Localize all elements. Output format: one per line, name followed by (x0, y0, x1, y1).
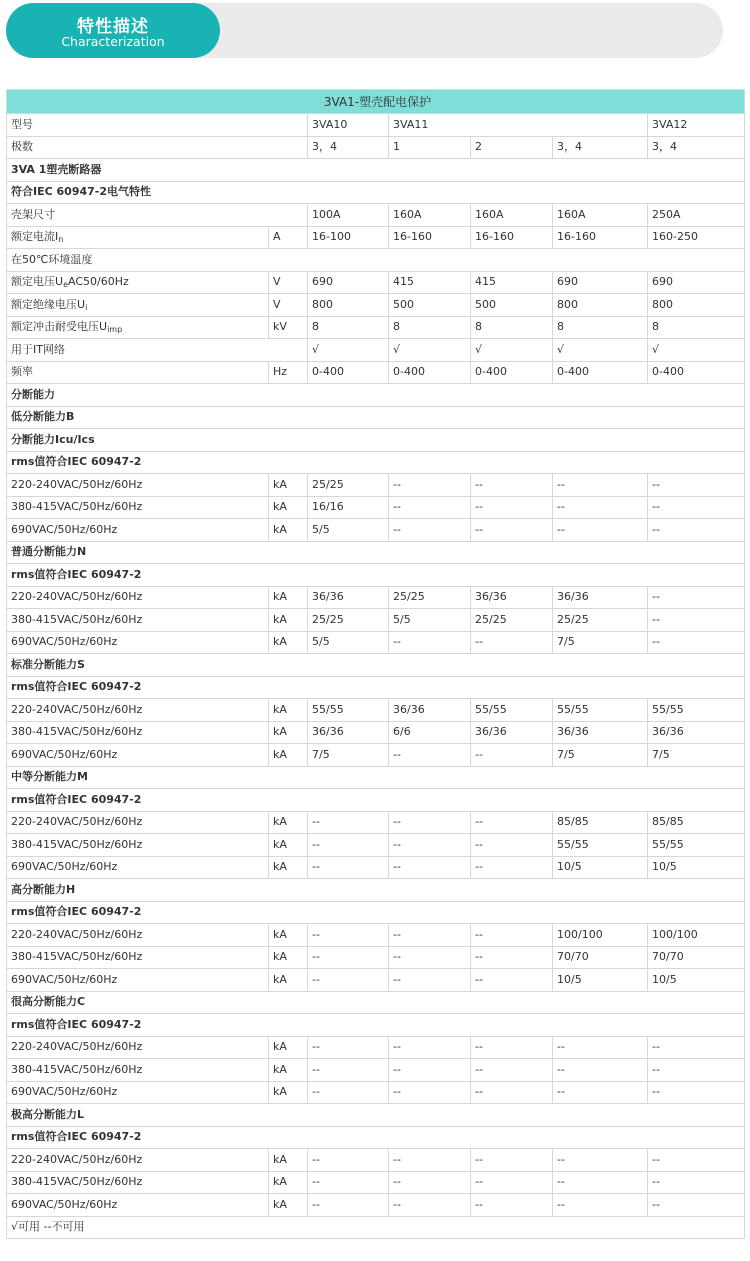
model-3va12: 3VA12 (648, 114, 745, 137)
row-label: 220-240VAC/50Hz/60Hz (7, 924, 269, 947)
unit-cell: kA (269, 1194, 308, 1217)
unit-cell: kA (269, 856, 308, 879)
section-heading: 很高分断能力C (7, 991, 745, 1014)
section-row (7, 159, 745, 182)
table-cell: -- (308, 834, 389, 857)
table-row (7, 631, 745, 654)
unit-cell: kA (269, 834, 308, 857)
table-cell: -- (308, 1149, 389, 1172)
table-cell: 2 (471, 136, 553, 159)
table-cell: -- (308, 969, 389, 992)
table-cell: 6/6 (389, 721, 471, 744)
table-cell: 3，4 (648, 136, 745, 159)
table-cell: 70/70 (553, 946, 648, 969)
table-cell: 5/5 (308, 631, 389, 654)
table-row-rated-current (7, 226, 745, 249)
table-row (7, 744, 745, 767)
table-cell: 8 (648, 316, 745, 339)
model-3va11: 3VA11 (389, 114, 648, 137)
unit-cell: V (269, 271, 308, 294)
unit-cell: kA (269, 744, 308, 767)
row-label: 380-415VAC/50Hz/60Hz (7, 1059, 269, 1082)
table-row (7, 969, 745, 992)
table-cell: -- (553, 1171, 648, 1194)
unit-cell: V (269, 294, 308, 317)
table-cell: 0-400 (308, 361, 389, 384)
table-cell: -- (471, 1194, 553, 1217)
row-label: 380-415VAC/50Hz/60Hz (7, 496, 269, 519)
unit-cell: kA (269, 1081, 308, 1104)
row-label: 220-240VAC/50Hz/60Hz (7, 1036, 269, 1059)
table-cell: 160-250 (648, 226, 745, 249)
table-cell: -- (648, 631, 745, 654)
table-cell: 1 (389, 136, 471, 159)
row-label: 220-240VAC/50Hz/60Hz (7, 474, 269, 497)
section-heading: 符合IEC 60947-2电气特性 (7, 181, 745, 204)
label-text: 额定电流I (11, 230, 59, 244)
table-cell: 36/36 (553, 586, 648, 609)
table-cell: 36/36 (308, 586, 389, 609)
unit-cell: kA (269, 1036, 308, 1059)
unit-cell: kA (269, 609, 308, 632)
row-label: 690VAC/50Hz/60Hz (7, 856, 269, 879)
table-cell: -- (648, 1081, 745, 1104)
unit-cell: kA (269, 519, 308, 542)
table-cell: -- (471, 496, 553, 519)
table-cell: -- (553, 1059, 648, 1082)
table-row-poles (7, 136, 745, 159)
table-cell: -- (389, 1036, 471, 1059)
table-cell: 0-400 (471, 361, 553, 384)
section-row (7, 564, 745, 587)
table-cell: 36/36 (308, 721, 389, 744)
table-cell: -- (471, 1036, 553, 1059)
table-cell: 3，4 (308, 136, 389, 159)
row-label: 用于IT网络 (7, 339, 308, 362)
table-cell: 800 (308, 294, 389, 317)
label-subscript: e (63, 280, 68, 290)
table-cell: 55/55 (553, 834, 648, 857)
row-label: 220-240VAC/50Hz/60Hz (7, 586, 269, 609)
table-cell: 160A (389, 204, 471, 227)
table-title: 3VA1-塑壳配电保护 (7, 90, 745, 114)
table-cell: -- (648, 519, 745, 542)
section-subheading: rms值符合IEC 60947-2 (7, 564, 745, 587)
table-cell: 36/36 (389, 699, 471, 722)
table-row-model (7, 114, 745, 137)
table-row (7, 721, 745, 744)
table-cell: -- (308, 1171, 389, 1194)
table-row-frequency (7, 361, 745, 384)
table-cell: -- (471, 1081, 553, 1104)
table-cell: 55/55 (308, 699, 389, 722)
table-cell: -- (471, 631, 553, 654)
section-row (7, 879, 745, 902)
table-cell: 85/85 (648, 811, 745, 834)
table-cell: 800 (553, 294, 648, 317)
row-label: 220-240VAC/50Hz/60Hz (7, 1149, 269, 1172)
table-cell: -- (308, 1036, 389, 1059)
table-cell: -- (471, 1149, 553, 1172)
row-label: 380-415VAC/50Hz/60Hz (7, 1171, 269, 1194)
section-subheading: rms值符合IEC 60947-2 (7, 789, 745, 812)
row-label: 频率 (7, 361, 269, 384)
table-cell: -- (471, 744, 553, 767)
table-cell: -- (389, 946, 471, 969)
table-cell: -- (471, 969, 553, 992)
table-cell: -- (471, 946, 553, 969)
table-title-row (7, 90, 745, 114)
row-label: 690VAC/50Hz/60Hz (7, 519, 269, 542)
section-heading: 普通分断能力N (7, 541, 745, 564)
section-row (7, 541, 745, 564)
table-cell: 55/55 (471, 699, 553, 722)
label-subscript: n (58, 235, 64, 245)
label-text: 额定电压U (11, 275, 64, 289)
spec-table (6, 89, 745, 1239)
table-cell: -- (471, 1059, 553, 1082)
label-text: AC50/60Hz (67, 275, 129, 289)
header-title-cn: 特性描述 (77, 17, 149, 37)
table-cell: 36/36 (648, 721, 745, 744)
unit-cell: kA (269, 496, 308, 519)
table-cell: 36/36 (553, 721, 648, 744)
row-label: 380-415VAC/50Hz/60Hz (7, 946, 269, 969)
header-title-en: Characterization (61, 34, 165, 49)
table-cell: 25/25 (308, 609, 389, 632)
table-cell: -- (389, 519, 471, 542)
section-row (7, 1104, 745, 1127)
footnote-row (7, 1216, 745, 1239)
table-cell: -- (471, 856, 553, 879)
table-row (7, 1081, 745, 1104)
table-cell: 8 (471, 316, 553, 339)
table-cell: -- (308, 1081, 389, 1104)
table-cell: 100A (308, 204, 389, 227)
table-cell: 70/70 (648, 946, 745, 969)
table-cell: 10/5 (553, 856, 648, 879)
table-cell: 690 (553, 271, 648, 294)
section-heading: 分断能力Icu/Ics (7, 429, 745, 452)
check-icon: √ (648, 339, 745, 362)
table-cell: 16-100 (308, 226, 389, 249)
table-cell: -- (389, 856, 471, 879)
section-row (7, 654, 745, 677)
table-cell: 55/55 (648, 699, 745, 722)
table-row (7, 811, 745, 834)
section-heading: 分断能力 (7, 384, 745, 407)
section-row (7, 1014, 745, 1037)
label-subscript: imp (107, 325, 123, 335)
footnote: √可用 --不可用 (7, 1216, 745, 1239)
section-row (7, 676, 745, 699)
table-cell: 10/5 (648, 856, 745, 879)
table-cell: 250A (648, 204, 745, 227)
table-cell: 55/55 (648, 834, 745, 857)
table-cell: 3，4 (553, 136, 648, 159)
row-label: 690VAC/50Hz/60Hz (7, 1081, 269, 1104)
table-cell: 16-160 (471, 226, 553, 249)
section-row (7, 451, 745, 474)
row-label: 型号 (7, 114, 308, 137)
section-subheading: rms值符合IEC 60947-2 (7, 1014, 745, 1037)
table-cell: -- (389, 744, 471, 767)
table-cell: 10/5 (648, 969, 745, 992)
row-label: 220-240VAC/50Hz/60Hz (7, 699, 269, 722)
table-cell: 160A (553, 204, 648, 227)
section-row (7, 901, 745, 924)
table-cell: -- (553, 1081, 648, 1104)
table-cell: -- (389, 496, 471, 519)
row-label: 690VAC/50Hz/60Hz (7, 1194, 269, 1217)
table-row (7, 474, 745, 497)
section-row (7, 384, 745, 407)
section-header (6, 3, 723, 58)
check-icon: √ (308, 339, 389, 362)
table-cell: 690 (648, 271, 745, 294)
table-cell: -- (553, 519, 648, 542)
table-cell: 415 (471, 271, 553, 294)
section-heading: 极高分断能力L (7, 1104, 745, 1127)
table-cell: 0-400 (648, 361, 745, 384)
table-cell: -- (389, 811, 471, 834)
table-cell: 415 (389, 271, 471, 294)
table-cell: 16-160 (389, 226, 471, 249)
table-cell: -- (308, 924, 389, 947)
row-label: 690VAC/50Hz/60Hz (7, 631, 269, 654)
table-cell: -- (389, 1194, 471, 1217)
label-text: 额定冲击耐受电压U (11, 320, 108, 334)
row-label: 220-240VAC/50Hz/60Hz (7, 811, 269, 834)
unit-cell: A (269, 226, 308, 249)
table-row-impulse-voltage (7, 316, 745, 339)
section-row (7, 766, 745, 789)
table-cell: 800 (648, 294, 745, 317)
table-cell: -- (389, 1171, 471, 1194)
unit-cell: kA (269, 969, 308, 992)
section-row (7, 181, 745, 204)
check-icon: √ (471, 339, 553, 362)
row-label: 380-415VAC/50Hz/60Hz (7, 609, 269, 632)
table-row (7, 924, 745, 947)
table-cell: 0-400 (389, 361, 471, 384)
table-cell: 25/25 (308, 474, 389, 497)
row-label (7, 294, 269, 317)
section-heading: 高分断能力H (7, 879, 745, 902)
table-cell: -- (471, 924, 553, 947)
table-cell: 7/5 (553, 631, 648, 654)
table-cell: 8 (389, 316, 471, 339)
label-text: 额定绝缘电压U (11, 297, 86, 311)
table-cell: -- (471, 811, 553, 834)
table-cell: 500 (389, 294, 471, 317)
section-subheading: rms值符合IEC 60947-2 (7, 1126, 745, 1149)
table-cell: -- (308, 1059, 389, 1082)
table-cell: -- (648, 1059, 745, 1082)
section-heading: 标准分断能力S (7, 654, 745, 677)
header-pill (6, 3, 220, 58)
table-cell: 690 (308, 271, 389, 294)
table-row (7, 609, 745, 632)
table-cell: 25/25 (553, 609, 648, 632)
table-cell: -- (389, 969, 471, 992)
section-subheading: rms值符合IEC 60947-2 (7, 901, 745, 924)
unit-cell: kA (269, 1059, 308, 1082)
table-cell: 7/5 (308, 744, 389, 767)
table-cell: -- (648, 496, 745, 519)
table-cell: 5/5 (389, 609, 471, 632)
table-row-insulation-voltage (7, 294, 745, 317)
section-heading: 低分断能力B (7, 406, 745, 429)
unit-cell: kA (269, 586, 308, 609)
table-row (7, 1059, 745, 1082)
table-cell: -- (553, 474, 648, 497)
table-row (7, 1036, 745, 1059)
table-cell: 85/85 (553, 811, 648, 834)
table-row-rated-voltage (7, 271, 745, 294)
row-label: 壳架尺寸 (7, 204, 308, 227)
table-cell: 16-160 (553, 226, 648, 249)
section-subheading: rms值符合IEC 60947-2 (7, 451, 745, 474)
unit-cell: Hz (269, 361, 308, 384)
table-cell: -- (471, 834, 553, 857)
table-cell: 16/16 (308, 496, 389, 519)
table-row (7, 1171, 745, 1194)
table-cell: 7/5 (553, 744, 648, 767)
table-cell: -- (308, 946, 389, 969)
table-cell: 100/100 (553, 924, 648, 947)
unit-cell: kA (269, 721, 308, 744)
table-cell: 5/5 (308, 519, 389, 542)
section-row (7, 1126, 745, 1149)
unit-cell: kA (269, 946, 308, 969)
unit-cell: kA (269, 1171, 308, 1194)
table-row (7, 699, 745, 722)
section-row (7, 789, 745, 812)
table-cell: -- (389, 1059, 471, 1082)
table-cell: -- (389, 834, 471, 857)
row-label: 380-415VAC/50Hz/60Hz (7, 834, 269, 857)
table-cell: -- (308, 811, 389, 834)
table-cell: -- (308, 1194, 389, 1217)
check-icon: √ (553, 339, 648, 362)
row-label: 690VAC/50Hz/60Hz (7, 744, 269, 767)
table-cell: -- (389, 1149, 471, 1172)
table-cell: 25/25 (471, 609, 553, 632)
unit-cell: kA (269, 811, 308, 834)
table-cell: 36/36 (471, 721, 553, 744)
table-cell: 25/25 (389, 586, 471, 609)
table-cell: 160A (471, 204, 553, 227)
table-cell: 55/55 (553, 699, 648, 722)
table-cell: -- (553, 496, 648, 519)
table-cell: 10/5 (553, 969, 648, 992)
section-row (7, 429, 745, 452)
table-cell: -- (648, 474, 745, 497)
unit-cell: kA (269, 631, 308, 654)
table-cell: 0-400 (553, 361, 648, 384)
table-row (7, 519, 745, 542)
table-cell: -- (389, 924, 471, 947)
table-cell: -- (648, 1171, 745, 1194)
section-row (7, 406, 745, 429)
table-row (7, 946, 745, 969)
unit-cell: kA (269, 1149, 308, 1172)
model-3va10: 3VA10 (308, 114, 389, 137)
table-cell: -- (308, 856, 389, 879)
table-row (7, 1194, 745, 1217)
table-row-frame-size (7, 204, 745, 227)
table-cell: -- (389, 631, 471, 654)
row-label (7, 271, 269, 294)
table-cell: -- (389, 1081, 471, 1104)
table-row (7, 834, 745, 857)
row-label: 690VAC/50Hz/60Hz (7, 969, 269, 992)
table-cell: -- (648, 586, 745, 609)
table-cell: 7/5 (648, 744, 745, 767)
table-cell: -- (648, 1149, 745, 1172)
table-row-it-network (7, 339, 745, 362)
table-cell: -- (471, 1171, 553, 1194)
label-subscript: i (85, 302, 88, 312)
check-icon: √ (389, 339, 471, 362)
table-cell: -- (471, 474, 553, 497)
table-row (7, 496, 745, 519)
table-cell: -- (648, 609, 745, 632)
row-label: 在50℃环境温度 (7, 249, 745, 272)
table-cell: 100/100 (648, 924, 745, 947)
table-cell: -- (648, 1194, 745, 1217)
table-cell: 500 (471, 294, 553, 317)
section-subheading: rms值符合IEC 60947-2 (7, 676, 745, 699)
table-row-ambient (7, 249, 745, 272)
section-row (7, 991, 745, 1014)
table-cell: 36/36 (471, 586, 553, 609)
table-row (7, 1149, 745, 1172)
row-label (7, 316, 269, 339)
table-row (7, 586, 745, 609)
table-cell: -- (471, 519, 553, 542)
row-label: 极数 (7, 136, 308, 159)
unit-cell: kV (269, 316, 308, 339)
table-cell: 8 (553, 316, 648, 339)
table-cell: -- (553, 1194, 648, 1217)
table-cell: 8 (308, 316, 389, 339)
table-cell: -- (553, 1036, 648, 1059)
table-cell: -- (648, 1036, 745, 1059)
unit-cell: kA (269, 474, 308, 497)
row-label (7, 226, 269, 249)
section-heading: 3VA 1塑壳断路器 (7, 159, 745, 182)
table-cell: -- (389, 474, 471, 497)
section-heading: 中等分断能力M (7, 766, 745, 789)
unit-cell: kA (269, 924, 308, 947)
unit-cell: kA (269, 699, 308, 722)
table-cell: -- (553, 1149, 648, 1172)
row-label: 380-415VAC/50Hz/60Hz (7, 721, 269, 744)
table-row (7, 856, 745, 879)
